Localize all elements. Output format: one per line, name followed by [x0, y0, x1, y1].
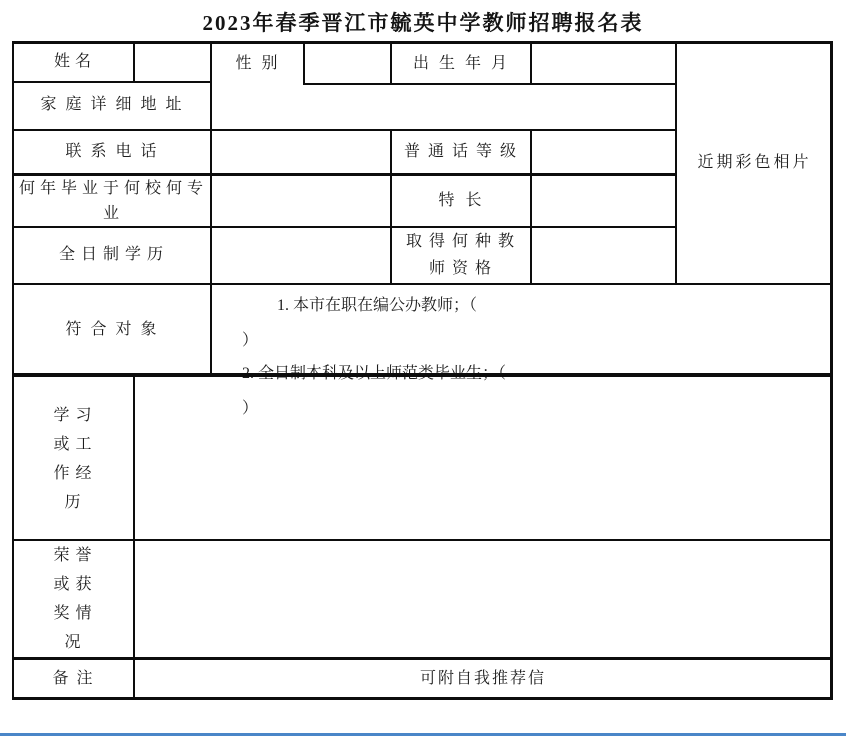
grid-line-mid-column-row1 — [390, 43, 392, 85]
eligibility-options-cell — [210, 283, 831, 417]
teacher-certificate-label: 取得何种教师资格 — [405, 232, 521, 277]
experience-label: 学习或工作经历 — [53, 406, 98, 511]
graduation-input-cell[interactable] — [210, 176, 390, 226]
eligibility-option-2-close: ） — [242, 400, 259, 417]
eligibility-option-1-close: ） — [242, 332, 259, 349]
recent-photo-label: 近期彩色相片 — [697, 154, 812, 171]
name-label-cell — [12, 43, 133, 81]
photo-cell[interactable] — [675, 43, 831, 283]
fulltime-education-input-cell[interactable] — [210, 226, 390, 283]
grid-line-row5 — [12, 283, 833, 285]
remarks-label-cell — [12, 660, 133, 697]
grid-line-row1-right — [303, 83, 675, 85]
grid-line-row2 — [12, 129, 675, 131]
home-address-label: 家庭详细地址 — [40, 96, 191, 113]
graduation-label-cell — [12, 176, 210, 226]
eligible-targets-label-cell — [12, 283, 210, 376]
teacher-certificate-input-cell[interactable] — [530, 226, 675, 283]
grid-line-top — [12, 41, 833, 44]
specialty-label-cell — [390, 176, 530, 226]
remarks-content-cell[interactable] — [133, 660, 831, 697]
mandarin-level-input-cell[interactable] — [530, 131, 675, 173]
honors-label: 荣誉或获奖情况 — [53, 547, 98, 651]
grid-line-name-divider — [133, 43, 135, 83]
grid-line-row6-thick — [12, 373, 833, 377]
honors-content-cell[interactable] — [133, 541, 831, 657]
experience-content-cell[interactable] — [133, 377, 831, 540]
home-address-label-cell — [12, 81, 210, 129]
grid-line-photo-border — [675, 43, 677, 285]
grid-line-lower-label-divider — [133, 377, 135, 697]
experience-label-cell — [12, 377, 133, 540]
teacher-certificate-label-cell — [390, 226, 530, 283]
grid-line-row8-thick — [12, 657, 833, 660]
honors-label-cell — [12, 541, 133, 657]
fulltime-education-label: 全日制学历 — [58, 245, 169, 263]
grid-line-bottom — [12, 697, 833, 700]
grid-line-right-border — [830, 41, 833, 700]
mandarin-level-label-cell — [390, 131, 530, 173]
eligibility-option-1-blank[interactable] — [242, 322, 410, 324]
grid-line-row7 — [12, 539, 833, 541]
birth-date-label-cell — [390, 43, 530, 85]
fulltime-education-label-cell — [12, 226, 210, 283]
grid-line-value-column-row1 — [530, 43, 532, 85]
specialty-label: 特长 — [438, 192, 493, 209]
name-input-cell[interactable] — [133, 43, 210, 81]
grid-line-label-column — [210, 43, 212, 375]
grid-line-gender-divider — [303, 43, 305, 85]
grid-line-row4 — [12, 226, 675, 228]
eligible-targets-label: 符合对象 — [65, 320, 166, 338]
gender-label: 性别 — [235, 55, 288, 72]
home-address-input-cell[interactable] — [210, 85, 675, 129]
mandarin-level-label: 普通话等级 — [403, 143, 524, 160]
contact-phone-input-cell[interactable] — [210, 131, 390, 173]
form-title: 2023年春季晋江市毓英中学教师招聘报名表 — [202, 11, 644, 35]
contact-phone-label-cell — [12, 131, 210, 173]
grid-line-row3 — [12, 173, 675, 176]
name-label: 姓名 — [53, 53, 96, 70]
birth-date-label: 出生年月 — [412, 55, 517, 72]
eligibility-option-1-text: 1. 本市在职在编公办教师；（ — [277, 297, 478, 314]
grid-line-row1-left — [12, 81, 210, 83]
graduation-label: 何年毕业于何校何专业 — [18, 180, 208, 222]
grid-line-value-column — [530, 129, 532, 285]
eligibility-option-1 — [242, 289, 831, 357]
gender-input-cell[interactable] — [303, 43, 390, 85]
grid-line-mid-column — [390, 129, 392, 285]
birth-date-input-cell[interactable] — [530, 43, 675, 85]
remarks-label: 备注 — [52, 669, 101, 687]
remarks-note: 可附自我推荐信 — [419, 669, 546, 687]
specialty-input-cell[interactable] — [530, 176, 675, 226]
gender-label-cell — [210, 43, 303, 85]
grid-line-left-border — [12, 41, 14, 700]
contact-phone-label: 联系电话 — [65, 143, 166, 160]
